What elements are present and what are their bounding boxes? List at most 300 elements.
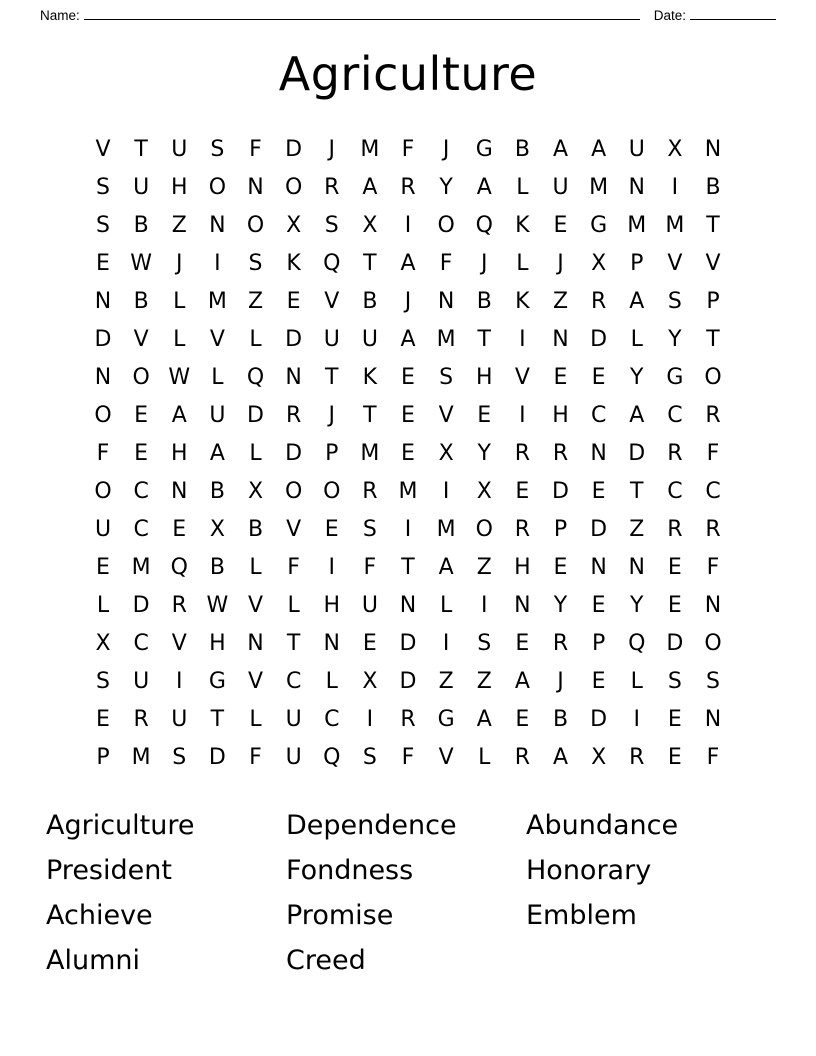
grid-cell[interactable]: X: [286, 213, 302, 238]
grid-cell[interactable]: N: [628, 175, 645, 200]
grid-cell[interactable]: U: [209, 403, 226, 428]
grid-cell[interactable]: R: [133, 707, 149, 732]
grid-cell[interactable]: S: [96, 213, 110, 238]
grid-cell[interactable]: E: [591, 593, 606, 618]
grid-cell[interactable]: R: [324, 175, 340, 200]
grid-cell[interactable]: D: [285, 137, 303, 162]
grid-cell[interactable]: Z: [476, 669, 492, 694]
grid-cell[interactable]: R: [285, 403, 302, 428]
grid-cell[interactable]: C: [133, 517, 149, 542]
word-list-item[interactable]: Achieve: [46, 900, 153, 931]
grid-cell[interactable]: A: [438, 555, 454, 580]
grid-cell[interactable]: U: [171, 707, 188, 732]
grid-cell[interactable]: I: [404, 213, 412, 238]
name-input-line[interactable]: [84, 6, 640, 20]
grid-cell[interactable]: D: [399, 631, 417, 656]
grid-cell[interactable]: H: [170, 175, 188, 200]
grid-cell[interactable]: B: [209, 479, 225, 504]
grid-cell[interactable]: B: [476, 289, 492, 314]
grid-cell[interactable]: I: [328, 555, 335, 580]
grid-cell[interactable]: G: [475, 137, 493, 162]
grid-cell[interactable]: S: [248, 251, 263, 276]
grid-cell[interactable]: N: [94, 365, 112, 390]
grid-cell[interactable]: S: [362, 517, 377, 542]
grid-cell[interactable]: Y: [439, 175, 453, 200]
grid-cell[interactable]: R: [705, 517, 721, 542]
grid-cell[interactable]: I: [671, 175, 679, 200]
grid-cell[interactable]: E: [324, 517, 339, 542]
date-input-line[interactable]: [690, 6, 776, 20]
grid-cell[interactable]: E: [515, 631, 530, 656]
grid-cell[interactable]: O: [323, 479, 341, 504]
grid-cell[interactable]: E: [591, 479, 606, 504]
grid-cell[interactable]: U: [628, 137, 645, 162]
grid-cell[interactable]: B: [133, 213, 149, 238]
grid-cell[interactable]: L: [249, 555, 262, 580]
grid-cell[interactable]: X: [476, 479, 492, 504]
grid-cell[interactable]: D: [590, 517, 608, 542]
grid-cell[interactable]: D: [285, 441, 303, 466]
grid-cell[interactable]: O: [132, 365, 150, 390]
grid-cell[interactable]: D: [590, 327, 608, 352]
grid-cell[interactable]: T: [401, 555, 415, 580]
grid-cell[interactable]: E: [553, 365, 568, 390]
grid-cell[interactable]: T: [706, 213, 720, 238]
word-list-item[interactable]: Fondness: [286, 855, 414, 886]
grid-cell[interactable]: R: [667, 441, 683, 466]
grid-cell[interactable]: X: [591, 745, 607, 770]
grid-cell[interactable]: R: [400, 175, 416, 200]
grid-cell[interactable]: J: [328, 403, 335, 428]
grid-cell[interactable]: S: [96, 669, 110, 694]
grid-cell[interactable]: L: [173, 289, 186, 314]
grid-cell[interactable]: K: [286, 251, 301, 276]
grid-cell[interactable]: R: [514, 517, 531, 542]
grid-cell[interactable]: T: [630, 479, 644, 504]
grid-cell[interactable]: T: [363, 403, 377, 428]
grid-cell[interactable]: M: [207, 289, 227, 314]
grid-cell[interactable]: F: [96, 441, 110, 466]
grid-cell[interactable]: P: [325, 441, 339, 466]
grid-cell[interactable]: T: [286, 631, 301, 656]
grid-cell[interactable]: S: [439, 365, 454, 390]
grid-cell[interactable]: D: [208, 745, 226, 770]
grid-cell[interactable]: N: [704, 707, 722, 732]
grid-cell[interactable]: L: [96, 593, 110, 618]
grid-cell[interactable]: V: [286, 517, 302, 542]
grid-cell[interactable]: O: [284, 479, 303, 504]
word-list-item[interactable]: Agriculture: [46, 810, 195, 841]
grid-cell[interactable]: E: [286, 289, 301, 314]
word-list-item[interactable]: Alumni: [46, 945, 140, 976]
grid-cell[interactable]: A: [476, 707, 492, 732]
grid-cell[interactable]: F: [401, 137, 415, 162]
grid-cell[interactable]: L: [249, 441, 262, 466]
grid-cell[interactable]: Q: [246, 365, 265, 390]
grid-cell[interactable]: B: [209, 555, 225, 580]
grid-cell[interactable]: A: [209, 441, 225, 466]
grid-cell[interactable]: T: [477, 327, 491, 352]
grid-cell[interactable]: M: [589, 175, 609, 200]
grid-cell[interactable]: E: [401, 403, 415, 428]
grid-cell[interactable]: H: [514, 555, 531, 580]
grid-cell[interactable]: E: [96, 707, 110, 732]
grid-cell[interactable]: R: [667, 517, 683, 542]
grid-cell[interactable]: N: [437, 289, 455, 314]
grid-cell[interactable]: T: [363, 251, 377, 276]
grid-cell[interactable]: F: [287, 555, 300, 580]
grid-cell[interactable]: H: [170, 441, 188, 466]
grid-cell[interactable]: W: [206, 593, 229, 618]
grid-cell[interactable]: Z: [476, 555, 492, 580]
grid-cell[interactable]: V: [705, 251, 721, 276]
grid-cell[interactable]: D: [628, 441, 646, 466]
grid-cell[interactable]: L: [516, 175, 529, 200]
grid-cell[interactable]: A: [362, 175, 378, 200]
grid-cell[interactable]: N: [590, 555, 607, 580]
grid-cell[interactable]: S: [667, 669, 682, 694]
grid-cell[interactable]: Y: [553, 593, 568, 618]
grid-cell[interactable]: K: [515, 213, 530, 238]
grid-cell[interactable]: E: [134, 403, 149, 428]
grid-cell[interactable]: D: [247, 403, 264, 428]
grid-cell[interactable]: S: [706, 669, 720, 694]
grid-cell[interactable]: P: [630, 251, 644, 276]
grid-cell[interactable]: M: [131, 745, 151, 770]
grid-cell[interactable]: F: [706, 555, 720, 580]
grid-cell[interactable]: U: [552, 175, 569, 200]
grid-cell[interactable]: S: [324, 213, 339, 238]
grid-cell[interactable]: U: [133, 669, 150, 694]
grid-cell[interactable]: V: [667, 251, 683, 276]
grid-cell[interactable]: I: [633, 707, 640, 732]
grid-cell[interactable]: R: [171, 593, 187, 618]
grid-cell[interactable]: A: [591, 137, 607, 162]
grid-cell[interactable]: B: [362, 289, 378, 314]
grid-cell[interactable]: D: [399, 669, 417, 694]
grid-cell[interactable]: L: [439, 593, 453, 618]
grid-cell[interactable]: A: [629, 403, 645, 428]
grid-cell[interactable]: Y: [668, 327, 682, 352]
grid-cell[interactable]: D: [666, 631, 684, 656]
grid-cell[interactable]: R: [552, 441, 569, 466]
grid-cell[interactable]: S: [172, 745, 187, 770]
grid-cell[interactable]: Z: [629, 517, 645, 542]
grid-cell[interactable]: J: [404, 289, 412, 314]
grid-cell[interactable]: N: [247, 175, 264, 200]
grid-cell[interactable]: V: [438, 745, 454, 770]
grid-cell[interactable]: E: [401, 365, 415, 390]
grid-cell[interactable]: H: [552, 403, 569, 428]
grid-cell[interactable]: A: [552, 745, 569, 770]
grid-cell[interactable]: V: [324, 289, 340, 314]
grid-cell[interactable]: E: [172, 517, 187, 542]
grid-cell[interactable]: N: [704, 137, 722, 162]
grid-cell[interactable]: I: [442, 631, 450, 656]
grid-cell[interactable]: C: [667, 479, 683, 504]
grid-cell[interactable]: J: [557, 669, 564, 694]
grid-cell[interactable]: E: [515, 479, 530, 504]
grid-cell[interactable]: V: [247, 593, 264, 618]
grid-cell[interactable]: S: [210, 137, 225, 162]
grid-cell[interactable]: M: [360, 137, 380, 162]
grid-cell[interactable]: F: [706, 441, 720, 466]
grid-cell[interactable]: F: [249, 745, 262, 770]
grid-cell[interactable]: X: [209, 517, 225, 542]
grid-cell[interactable]: D: [552, 479, 569, 504]
grid-cell[interactable]: E: [667, 745, 682, 770]
grid-cell[interactable]: B: [133, 289, 149, 314]
grid-cell[interactable]: A: [171, 403, 187, 428]
grid-cell[interactable]: I: [176, 669, 183, 694]
grid-cell[interactable]: C: [285, 669, 302, 694]
grid-cell[interactable]: R: [362, 479, 378, 504]
grid-cell[interactable]: G: [208, 669, 226, 694]
grid-cell[interactable]: E: [477, 403, 492, 428]
grid-cell[interactable]: E: [96, 251, 110, 276]
grid-cell[interactable]: R: [514, 745, 531, 770]
grid-cell[interactable]: F: [363, 555, 377, 580]
grid-cell[interactable]: E: [553, 213, 568, 238]
word-list-item[interactable]: Promise: [286, 900, 394, 931]
grid-cell[interactable]: Z: [247, 289, 264, 314]
grid-cell[interactable]: J: [328, 137, 335, 162]
grid-cell[interactable]: O: [94, 479, 112, 504]
grid-cell[interactable]: C: [133, 631, 149, 656]
grid-cell[interactable]: C: [590, 403, 607, 428]
grid-cell[interactable]: A: [514, 669, 530, 694]
grid-cell[interactable]: V: [209, 327, 225, 352]
grid-cell[interactable]: U: [94, 517, 112, 542]
grid-cell[interactable]: E: [667, 593, 682, 618]
grid-cell[interactable]: N: [628, 555, 645, 580]
grid-cell[interactable]: J: [481, 251, 488, 276]
grid-cell[interactable]: I: [442, 479, 450, 504]
grid-cell[interactable]: M: [436, 517, 456, 542]
grid-cell[interactable]: M: [627, 213, 647, 238]
grid-cell[interactable]: O: [208, 175, 227, 200]
grid-cell[interactable]: W: [168, 365, 191, 390]
grid-cell[interactable]: Q: [170, 555, 188, 580]
grid-cell[interactable]: R: [590, 289, 607, 314]
grid-cell[interactable]: G: [666, 365, 684, 390]
grid-cell[interactable]: J: [442, 137, 450, 162]
grid-cell[interactable]: Z: [552, 289, 569, 314]
grid-cell[interactable]: O: [704, 631, 722, 656]
grid-cell[interactable]: B: [247, 517, 264, 542]
grid-cell[interactable]: C: [667, 403, 683, 428]
grid-cell[interactable]: P: [553, 517, 568, 542]
grid-cell[interactable]: N: [399, 593, 417, 618]
grid-cell[interactable]: A: [476, 175, 492, 200]
grid-cell[interactable]: X: [362, 213, 378, 238]
grid-cell[interactable]: V: [95, 137, 111, 162]
grid-cell[interactable]: A: [400, 251, 416, 276]
grid-cell[interactable]: U: [133, 175, 150, 200]
grid-cell[interactable]: X: [247, 479, 264, 504]
grid-cell[interactable]: L: [249, 327, 262, 352]
grid-cell[interactable]: D: [94, 327, 112, 352]
word-list-item[interactable]: Abundance: [526, 810, 679, 841]
grid-cell[interactable]: I: [519, 327, 526, 352]
grid-cell[interactable]: E: [134, 441, 149, 466]
grid-cell[interactable]: L: [478, 745, 491, 770]
grid-cell[interactable]: F: [401, 745, 415, 770]
grid-cell[interactable]: L: [173, 327, 186, 352]
grid-cell[interactable]: F: [439, 251, 453, 276]
grid-cell[interactable]: O: [284, 175, 303, 200]
grid-cell[interactable]: E: [553, 555, 568, 580]
grid-cell[interactable]: T: [134, 137, 148, 162]
grid-cell[interactable]: I: [404, 517, 412, 542]
grid-cell[interactable]: U: [285, 745, 302, 770]
grid-cell[interactable]: Z: [438, 669, 454, 694]
grid-cell[interactable]: M: [131, 555, 151, 580]
grid-cell[interactable]: F: [706, 745, 720, 770]
grid-cell[interactable]: C: [324, 707, 340, 732]
grid-cell[interactable]: R: [629, 745, 645, 770]
grid-cell[interactable]: A: [629, 289, 645, 314]
grid-cell[interactable]: I: [214, 251, 221, 276]
grid-cell[interactable]: A: [400, 327, 416, 352]
grid-cell[interactable]: M: [665, 213, 685, 238]
word-list-item[interactable]: Dependence: [286, 810, 457, 841]
grid-cell[interactable]: L: [249, 707, 262, 732]
grid-cell[interactable]: N: [285, 365, 302, 390]
grid-cell[interactable]: M: [360, 441, 380, 466]
grid-cell[interactable]: S: [96, 175, 110, 200]
grid-cell[interactable]: T: [210, 707, 225, 732]
grid-cell[interactable]: K: [515, 289, 530, 314]
grid-cell[interactable]: I: [366, 707, 374, 732]
grid-cell[interactable]: R: [514, 441, 531, 466]
grid-cell[interactable]: U: [361, 327, 378, 352]
grid-cell[interactable]: S: [362, 745, 377, 770]
grid-cell[interactable]: E: [667, 707, 682, 732]
grid-cell[interactable]: V: [133, 327, 149, 352]
grid-cell[interactable]: E: [591, 669, 606, 694]
grid-cell[interactable]: N: [171, 479, 188, 504]
grid-cell[interactable]: S: [667, 289, 682, 314]
grid-cell[interactable]: G: [437, 707, 455, 732]
grid-cell[interactable]: Q: [628, 631, 646, 656]
grid-cell[interactable]: L: [211, 365, 224, 390]
grid-cell[interactable]: W: [130, 251, 152, 276]
grid-cell[interactable]: D: [285, 327, 303, 352]
grid-cell[interactable]: A: [552, 137, 569, 162]
grid-cell[interactable]: U: [171, 137, 188, 162]
grid-cell[interactable]: N: [514, 593, 531, 618]
grid-cell[interactable]: Q: [323, 745, 341, 770]
grid-cell[interactable]: V: [514, 365, 530, 390]
grid-cell[interactable]: X: [591, 251, 607, 276]
grid-cell[interactable]: X: [667, 137, 683, 162]
grid-cell[interactable]: U: [361, 593, 378, 618]
grid-cell[interactable]: M: [436, 327, 456, 352]
grid-cell[interactable]: J: [176, 251, 183, 276]
grid-cell[interactable]: E: [96, 555, 110, 580]
grid-cell[interactable]: P: [706, 289, 720, 314]
word-list-item[interactable]: President: [46, 855, 172, 886]
grid-cell[interactable]: C: [705, 479, 721, 504]
grid-cell[interactable]: H: [475, 365, 493, 390]
grid-cell[interactable]: E: [591, 365, 606, 390]
grid-cell[interactable]: F: [249, 137, 262, 162]
grid-cell[interactable]: E: [362, 631, 377, 656]
grid-cell[interactable]: I: [519, 403, 526, 428]
grid-cell[interactable]: J: [557, 251, 564, 276]
grid-cell[interactable]: P: [96, 745, 110, 770]
grid-cell[interactable]: P: [591, 631, 606, 656]
grid-cell[interactable]: G: [590, 213, 608, 238]
grid-cell[interactable]: D: [132, 593, 150, 618]
grid-cell[interactable]: O: [475, 517, 493, 542]
grid-cell[interactable]: N: [323, 631, 340, 656]
grid-cell[interactable]: Z: [171, 213, 187, 238]
grid-cell[interactable]: B: [514, 137, 530, 162]
grid-cell[interactable]: B: [552, 707, 569, 732]
grid-cell[interactable]: E: [667, 555, 682, 580]
word-list-item[interactable]: Honorary: [526, 855, 652, 886]
grid-cell[interactable]: V: [171, 631, 187, 656]
grid-cell[interactable]: L: [516, 251, 529, 276]
grid-cell[interactable]: Q: [323, 251, 341, 276]
grid-cell[interactable]: K: [362, 365, 378, 390]
word-list-item[interactable]: Emblem: [526, 900, 637, 931]
grid-cell[interactable]: R: [552, 631, 569, 656]
grid-cell[interactable]: N: [94, 289, 112, 314]
grid-cell[interactable]: L: [325, 669, 338, 694]
grid-cell[interactable]: V: [247, 669, 264, 694]
grid-cell[interactable]: Y: [477, 441, 491, 466]
grid-cell[interactable]: U: [285, 707, 302, 732]
grid-cell[interactable]: H: [209, 631, 226, 656]
grid-cell[interactable]: H: [323, 593, 341, 618]
grid-cell[interactable]: N: [704, 593, 722, 618]
grid-cell[interactable]: M: [398, 479, 418, 504]
grid-cell[interactable]: Y: [630, 365, 644, 390]
grid-cell[interactable]: B: [705, 175, 721, 200]
grid-cell[interactable]: D: [590, 707, 608, 732]
grid-cell[interactable]: L: [287, 593, 300, 618]
grid-cell[interactable]: Q: [475, 213, 493, 238]
grid-cell[interactable]: N: [590, 441, 607, 466]
grid-cell[interactable]: V: [438, 403, 454, 428]
grid-cell[interactable]: N: [552, 327, 569, 352]
grid-cell[interactable]: X: [362, 669, 378, 694]
grid-cell[interactable]: R: [705, 403, 721, 428]
grid-cell[interactable]: X: [438, 441, 454, 466]
grid-cell[interactable]: X: [95, 631, 111, 656]
grid-cell[interactable]: L: [630, 327, 643, 352]
grid-cell[interactable]: Y: [630, 593, 644, 618]
grid-cell[interactable]: U: [323, 327, 340, 352]
grid-cell[interactable]: O: [704, 365, 722, 390]
grid-cell[interactable]: N: [247, 631, 264, 656]
grid-cell[interactable]: O: [246, 213, 265, 238]
grid-cell[interactable]: O: [94, 403, 112, 428]
grid-cell[interactable]: N: [209, 213, 226, 238]
grid-cell[interactable]: T: [325, 365, 339, 390]
grid-cell[interactable]: T: [706, 327, 720, 352]
grid-cell[interactable]: R: [400, 707, 416, 732]
word-list-item[interactable]: Creed: [286, 945, 366, 976]
grid-cell[interactable]: E: [401, 441, 415, 466]
grid-cell[interactable]: E: [515, 707, 530, 732]
grid-cell[interactable]: S: [477, 631, 492, 656]
grid-cell[interactable]: I: [481, 593, 488, 618]
grid-cell[interactable]: L: [630, 669, 643, 694]
